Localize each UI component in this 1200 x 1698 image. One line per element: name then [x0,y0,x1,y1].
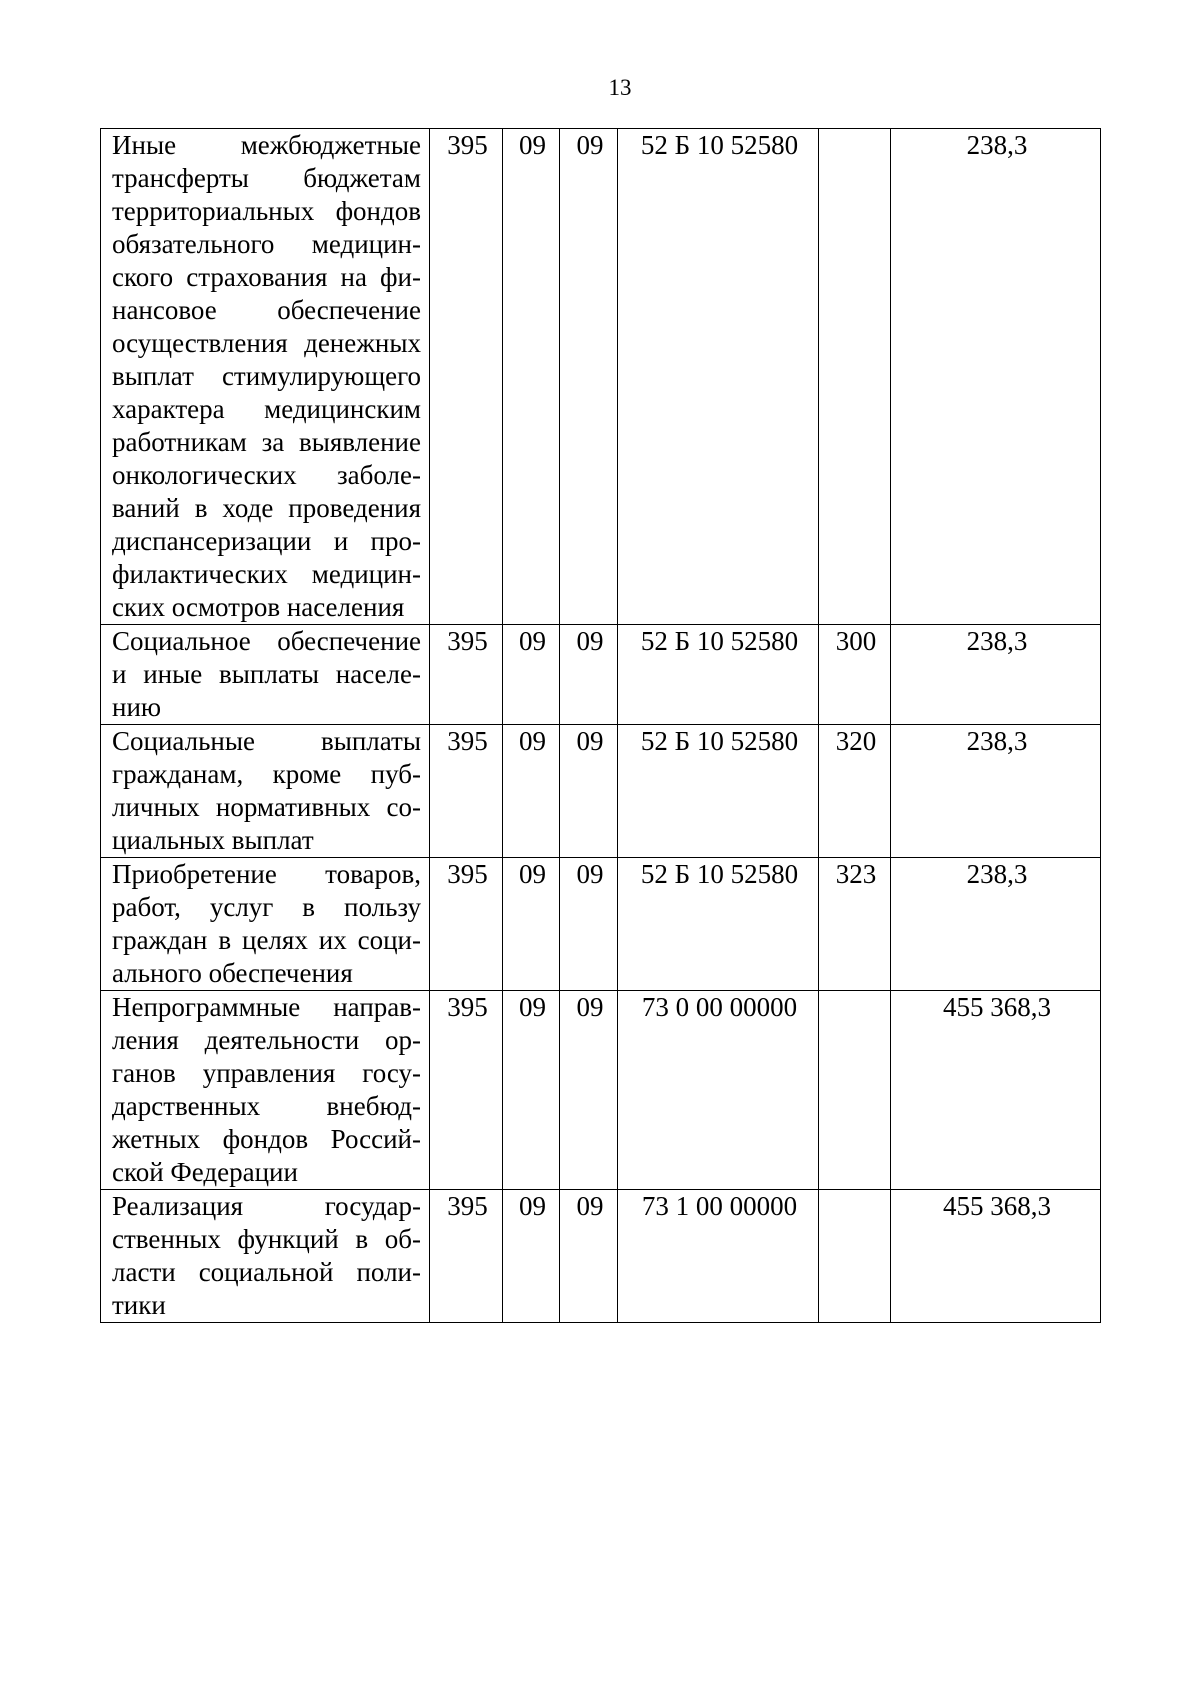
table-row [101,858,1101,991]
expense-type-cell [819,129,891,625]
section-code-cell: 09 [503,725,560,858]
expense-type-cell: 320 [819,725,891,858]
amount-cell: 455 368,3 [891,991,1101,1190]
grbs-code-cell: 395 [430,991,503,1190]
grbs-code-cell: 395 [430,858,503,991]
table-row [101,625,1101,725]
budget-table [100,128,1101,1323]
grbs-code-cell: 395 [430,129,503,625]
section-code-cell: 09 [503,129,560,625]
table-row [101,1190,1101,1323]
subsection-code-cell: 09 [560,129,618,625]
target-article-cell: 52 Б 10 52580 [618,129,819,625]
section-code-cell: 09 [503,625,560,725]
expense-name-cell: Реализация государ-ственных функций в об-ласти социальной поли-тики [101,1190,430,1323]
grbs-code-cell: 395 [430,625,503,725]
target-article-cell: 73 1 00 00000 [618,1190,819,1323]
subsection-code-cell: 09 [560,725,618,858]
target-article-cell: 52 Б 10 52580 [618,858,819,991]
subsection-code-cell: 09 [560,625,618,725]
grbs-code-cell: 395 [430,725,503,858]
amount-cell: 455 368,3 [891,1190,1101,1323]
target-article-cell: 52 Б 10 52580 [618,625,819,725]
table-row [101,725,1101,858]
expense-name-cell: Социальное обеспечение и иные выплаты населе-нию [101,625,430,725]
subsection-code-cell: 09 [560,858,618,991]
expense-type-cell: 323 [819,858,891,991]
expense-name-cell: Непрограммные направ-ления деятельности ор-ганов управления госу-дарственных внебюд-жетных фондов Россий-ской Федерации [101,991,430,1190]
table-row [101,129,1101,625]
section-code-cell: 09 [503,1190,560,1323]
subsection-code-cell: 09 [560,991,618,1190]
amount-cell: 238,3 [891,129,1101,625]
table-row [101,991,1101,1190]
amount-cell: 238,3 [891,725,1101,858]
section-code-cell: 09 [503,991,560,1190]
expense-name-cell: Приобретение товаров, работ, услуг в пользу граждан в целях их соци-ального обеспечения [101,858,430,991]
page-number: 13 [608,75,632,100]
amount-cell: 238,3 [891,625,1101,725]
target-article-cell: 73 0 00 00000 [618,991,819,1190]
expense-name-cell: Социальные выплаты гражданам, кроме пуб-личных нормативных со-циальных выплат [101,725,430,858]
subsection-code-cell: 09 [560,1190,618,1323]
expense-type-cell [819,991,891,1190]
target-article-cell: 52 Б 10 52580 [618,725,819,858]
expense-name-cell: Иные межбюджетные трансферты бюджетам территориальных фондов обязательного медицин-ского страхования на фи-нансовое обеспечение осуществления денежных выплат стимулирующего характера медицинским работникам за выявление онкологических заболе-ваний в ходе проведения диспансеризации и про-филактических медицин-ских осмотров населения [101,129,430,625]
grbs-code-cell: 395 [430,1190,503,1323]
amount-cell: 238,3 [891,858,1101,991]
expense-type-cell [819,1190,891,1323]
expense-type-cell: 300 [819,625,891,725]
section-code-cell: 09 [503,858,560,991]
